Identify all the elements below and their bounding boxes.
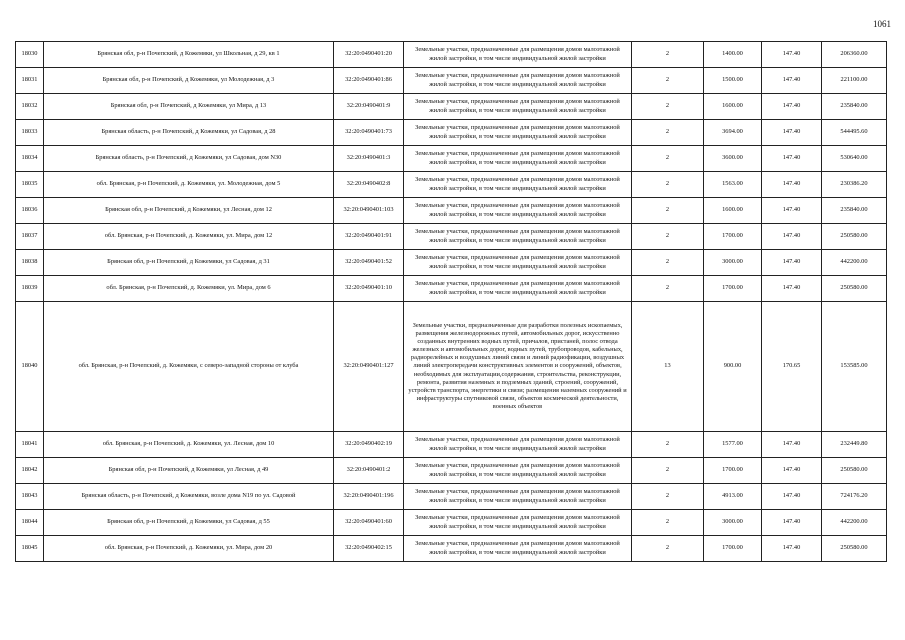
cadastral-value-cell: 206360.00 <box>822 42 887 68</box>
land-use-cell: Земельные участки, предназначенные для размещения домов малоэтажной жилой застройки, в том числе индивидуальной жилой застройки <box>404 510 632 536</box>
group-cell: 13 <box>632 302 704 432</box>
cadastral-value-cell: 250580.00 <box>822 224 887 250</box>
address-cell: обл. Брянская, р-н Почепский, д. Кожемяки, ул. Мира, дом 12 <box>44 224 334 250</box>
table-row <box>16 68 887 94</box>
cadastral-number-cell: 32:20:0490401:9 <box>334 94 404 120</box>
group-cell: 2 <box>632 484 704 510</box>
cadastral-number-cell: 32:20:0490402:15 <box>334 536 404 562</box>
area-cell: 1600.00 <box>704 198 762 224</box>
cadastral-number-cell: 32:20:0490401:196 <box>334 484 404 510</box>
address-cell: Брянская область, р-н Почепский, д Кожемяки, возле дома N19 по ул. Садовой <box>44 484 334 510</box>
address-cell: Брянская обл, р-н Почепский, д Кожемяки, ул Лесная, д 49 <box>44 458 334 484</box>
land-use-cell: Земельные участки, предназначенные для размещения домов малоэтажной жилой застройки, в том числе индивидуальной жилой застройки <box>404 172 632 198</box>
cadastral-value-cell: 232449.80 <box>822 432 887 458</box>
table-row <box>16 224 887 250</box>
row-number-cell: 18044 <box>16 510 44 536</box>
cadastral-value-cell: 250580.00 <box>822 536 887 562</box>
address-cell: Брянская обл, р-н Почепский, д Кожемяки, ул Лесная, дом 12 <box>44 198 334 224</box>
group-cell: 2 <box>632 276 704 302</box>
land-use-cell: Земельные участки, предназначенные для размещения домов малоэтажной жилой застройки, в том числе индивидуальной жилой застройки <box>404 224 632 250</box>
land-use-cell: Земельные участки, предназначенные для размещения домов малоэтажной жилой застройки, в том числе индивидуальной жилой застройки <box>404 250 632 276</box>
row-number-cell: 18041 <box>16 432 44 458</box>
address-cell: обл. Брянская, р-н Почепский, д. Кожемяки, с северо-западной стороны от клуба <box>44 302 334 432</box>
table-row <box>16 536 887 562</box>
area-cell: 900.00 <box>704 302 762 432</box>
group-cell: 2 <box>632 250 704 276</box>
group-cell: 2 <box>632 432 704 458</box>
cadastral-number-cell: 32:20:0490401:52 <box>334 250 404 276</box>
row-number-cell: 18039 <box>16 276 44 302</box>
cadastral-value-cell: 235840.00 <box>822 94 887 120</box>
cadastral-value-cell: 153585.00 <box>822 302 887 432</box>
specific-value-cell: 147.40 <box>762 250 822 276</box>
land-use-cell: Земельные участки, предназначенные для размещения домов малоэтажной жилой застройки, в том числе индивидуальной жилой застройки <box>404 94 632 120</box>
row-number-cell: 18031 <box>16 68 44 94</box>
group-cell: 2 <box>632 172 704 198</box>
cadastral-value-cell: 442200.00 <box>822 250 887 276</box>
row-number-cell: 18035 <box>16 172 44 198</box>
table-row <box>16 94 887 120</box>
address-cell: обл. Брянская, р-н Почепский, д. Кожемяки, ул. Мира, дом 6 <box>44 276 334 302</box>
specific-value-cell: 147.40 <box>762 198 822 224</box>
cadastral-number-cell: 32:20:0490401:86 <box>334 68 404 94</box>
table-row <box>16 120 887 146</box>
cadastral-number-cell: 32:20:0490401:127 <box>334 302 404 432</box>
land-use-cell: Земельные участки, предназначенные для размещения домов малоэтажной жилой застройки, в том числе индивидуальной жилой застройки <box>404 198 632 224</box>
cadastral-value-cell: 230386.20 <box>822 172 887 198</box>
table-row <box>16 276 887 302</box>
cadastral-value-cell: 235840.00 <box>822 198 887 224</box>
group-cell: 2 <box>632 198 704 224</box>
table-row <box>16 172 887 198</box>
group-cell: 2 <box>632 42 704 68</box>
address-cell: Брянская обл, р-н Почепский, д Кожемяки, ул Садовая, д 55 <box>44 510 334 536</box>
area-cell: 4913.00 <box>704 484 762 510</box>
specific-value-cell: 147.40 <box>762 120 822 146</box>
cadastral-value-cell: 250580.00 <box>822 458 887 484</box>
address-cell: Брянская область, р-н Почепский, д Кожемяки, ул Садовая, дом N30 <box>44 146 334 172</box>
area-cell: 3000.00 <box>704 250 762 276</box>
cadastral-number-cell: 32:20:0490401:10 <box>334 276 404 302</box>
row-number-cell: 18037 <box>16 224 44 250</box>
specific-value-cell: 147.40 <box>762 484 822 510</box>
group-cell: 2 <box>632 68 704 94</box>
row-number-cell: 18030 <box>16 42 44 68</box>
cadastral-number-cell: 32:20:0490401:2 <box>334 458 404 484</box>
specific-value-cell: 147.40 <box>762 146 822 172</box>
row-number-cell: 18043 <box>16 484 44 510</box>
land-use-cell: Земельные участки, предназначенные для разработки полезных ископаемых, размещения железнодорожных путей, автомобильных дорог, искусственно созданных внутренних водных путей, причалов, пристаней, полос отвода железных и автомобильных дорог, водных путей, трубопроводов, кабельных, радиорелейных и воздушных линий связи и линий радиофикации, воздушных линий электропередачи конструктивных элементов и сооружений, объектов, необходимых для эксплуатации,содержания, строительства, реконструкции, ремонта, развития наземных и подземных зданий, строений, сооружений, устройств транспорта, энергетики и связи; размещения наземных сооружений и инфраструктуры спутниковой связи, объектов космической деятельности, военных объектов <box>404 302 632 432</box>
area-cell: 1400.00 <box>704 42 762 68</box>
group-cell: 2 <box>632 120 704 146</box>
area-cell: 1577.00 <box>704 432 762 458</box>
table-row <box>16 42 887 68</box>
group-cell: 2 <box>632 510 704 536</box>
land-use-cell: Земельные участки, предназначенные для размещения домов малоэтажной жилой застройки, в том числе индивидуальной жилой застройки <box>404 484 632 510</box>
cadastral-number-cell: 32:20:0490401:91 <box>334 224 404 250</box>
specific-value-cell: 147.40 <box>762 510 822 536</box>
row-number-cell: 18040 <box>16 302 44 432</box>
row-number-cell: 18045 <box>16 536 44 562</box>
cadastral-number-cell: 32:20:0490402:8 <box>334 172 404 198</box>
cadastral-number-cell: 32:20:0490401:73 <box>334 120 404 146</box>
page-number: 1061 <box>873 19 891 29</box>
land-use-cell: Земельные участки, предназначенные для размещения домов малоэтажной жилой застройки, в том числе индивидуальной жилой застройки <box>404 536 632 562</box>
cadastral-value-cell: 221100.00 <box>822 68 887 94</box>
group-cell: 2 <box>632 146 704 172</box>
area-cell: 3000.00 <box>704 510 762 536</box>
area-cell: 1563.00 <box>704 172 762 198</box>
address-cell: Брянская область, р-н Почепский, д Кожемяки, ул Садовая, д 28 <box>44 120 334 146</box>
cadastral-value-cell: 544495.60 <box>822 120 887 146</box>
table-row <box>16 510 887 536</box>
area-cell: 1700.00 <box>704 224 762 250</box>
address-cell: обл. Брянская, р-н Почепский, д. Кожемяки, ул. Мира, дом 20 <box>44 536 334 562</box>
table-row <box>16 302 887 432</box>
cadastral-value-cell: 724176.20 <box>822 484 887 510</box>
area-cell: 3694.00 <box>704 120 762 146</box>
area-cell: 1700.00 <box>704 276 762 302</box>
land-use-cell: Земельные участки, предназначенные для размещения домов малоэтажной жилой застройки, в том числе индивидуальной жилой застройки <box>404 432 632 458</box>
specific-value-cell: 147.40 <box>762 68 822 94</box>
land-use-cell: Земельные участки, предназначенные для размещения домов малоэтажной жилой застройки, в том числе индивидуальной жилой застройки <box>404 68 632 94</box>
specific-value-cell: 170.65 <box>762 302 822 432</box>
land-use-cell: Земельные участки, предназначенные для размещения домов малоэтажной жилой застройки, в том числе индивидуальной жилой застройки <box>404 120 632 146</box>
row-number-cell: 18032 <box>16 94 44 120</box>
row-number-cell: 18038 <box>16 250 44 276</box>
table-row <box>16 458 887 484</box>
land-use-cell: Земельные участки, предназначенные для размещения домов малоэтажной жилой застройки, в том числе индивидуальной жилой застройки <box>404 42 632 68</box>
cadastral-number-cell: 32:20:0490401:60 <box>334 510 404 536</box>
specific-value-cell: 147.40 <box>762 42 822 68</box>
group-cell: 2 <box>632 536 704 562</box>
address-cell: Брянская обл, р-н Почепский, д Кожемяки, ул Школьная, д 29, кв 1 <box>44 42 334 68</box>
address-cell: Брянская обл, р-н Почепский, д Кожемяки, ул Молодежная, д 3 <box>44 68 334 94</box>
row-number-cell: 18042 <box>16 458 44 484</box>
group-cell: 2 <box>632 94 704 120</box>
land-use-cell: Земельные участки, предназначенные для размещения домов малоэтажной жилой застройки, в том числе индивидуальной жилой застройки <box>404 458 632 484</box>
area-cell: 1700.00 <box>704 458 762 484</box>
table-body <box>16 42 887 562</box>
table-row <box>16 432 887 458</box>
group-cell: 2 <box>632 224 704 250</box>
area-cell: 1700.00 <box>704 536 762 562</box>
row-number-cell: 18034 <box>16 146 44 172</box>
table-row <box>16 198 887 224</box>
specific-value-cell: 147.40 <box>762 536 822 562</box>
cadastral-value-cell: 442200.00 <box>822 510 887 536</box>
specific-value-cell: 147.40 <box>762 224 822 250</box>
land-use-cell: Земельные участки, предназначенные для размещения домов малоэтажной жилой застройки, в том числе индивидуальной жилой застройки <box>404 276 632 302</box>
address-cell: обл. Брянская, р-н Почепский, д. Кожемяки, ул. Лесная, дом 10 <box>44 432 334 458</box>
land-use-cell: Земельные участки, предназначенные для размещения домов малоэтажной жилой застройки, в том числе индивидуальной жилой застройки <box>404 146 632 172</box>
address-cell: обл. Брянская, р-н Почепский, д. Кожемяки, ул. Молодежная, дом 5 <box>44 172 334 198</box>
specific-value-cell: 147.40 <box>762 432 822 458</box>
table-row <box>16 250 887 276</box>
group-cell: 2 <box>632 458 704 484</box>
cadastral-value-cell: 250580.00 <box>822 276 887 302</box>
cadastral-number-cell: 32:20:0490401:20 <box>334 42 404 68</box>
cadastral-number-cell: 32:20:0490401:3 <box>334 146 404 172</box>
specific-value-cell: 147.40 <box>762 94 822 120</box>
table-row <box>16 146 887 172</box>
cadastral-value-table <box>15 41 887 562</box>
area-cell: 3600.00 <box>704 146 762 172</box>
address-cell: Брянская обл, р-н Почепский, д Кожемяки, ул Мира, д 13 <box>44 94 334 120</box>
cadastral-value-cell: 530640.00 <box>822 146 887 172</box>
row-number-cell: 18033 <box>16 120 44 146</box>
area-cell: 1600.00 <box>704 94 762 120</box>
area-cell: 1500.00 <box>704 68 762 94</box>
cadastral-number-cell: 32:20:0490402:19 <box>334 432 404 458</box>
specific-value-cell: 147.40 <box>762 458 822 484</box>
cadastral-number-cell: 32:20:0490401:103 <box>334 198 404 224</box>
specific-value-cell: 147.40 <box>762 172 822 198</box>
table-row <box>16 484 887 510</box>
specific-value-cell: 147.40 <box>762 276 822 302</box>
row-number-cell: 18036 <box>16 198 44 224</box>
address-cell: Брянская обл, р-н Почепский, д Кожемяки, ул Садовая, д 31 <box>44 250 334 276</box>
